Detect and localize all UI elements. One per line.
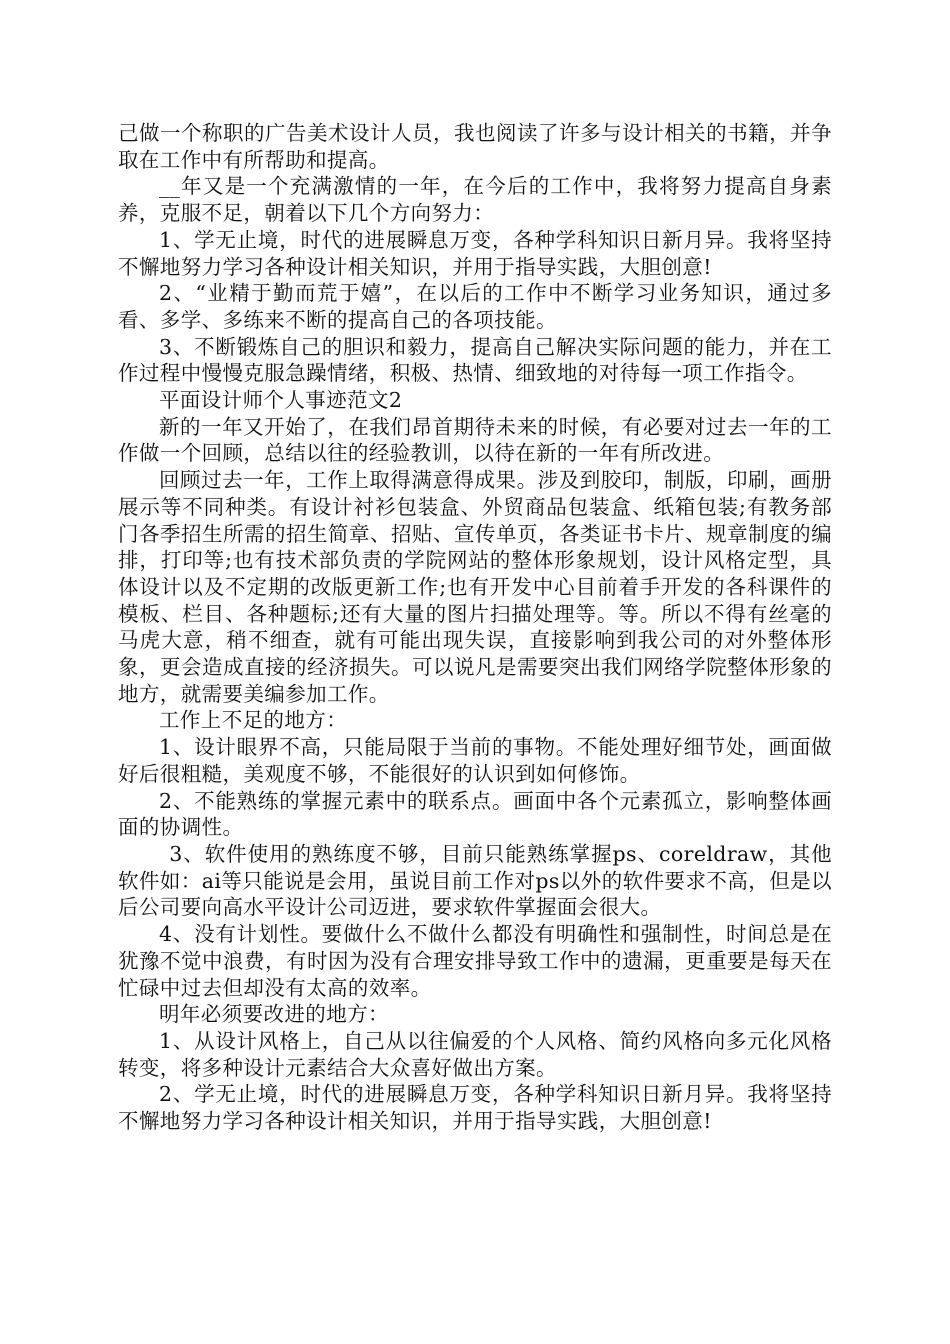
paragraph-shortcoming-1: 1、设计眼界不高，只能局限于当前的事物。不能处理好细节处，画面做好后很粗糙，美观度不够，不能很好的认识到如何修饰。 — [118, 735, 832, 786]
document-body — [118, 120, 832, 1135]
paragraph-continuation: 己做一个称职的广告美术设计人员，我也阅读了许多与设计相关的书籍，并争取在工作中有所帮助和提高。 — [118, 121, 832, 172]
paragraph-goal-1: 1、学无止境，时代的进展瞬息万变，各种学科知识日新月异。我将坚持不懈地努力学习各种设计相关知识，并用于指导实践，大胆创意! — [118, 227, 832, 279]
paragraph-goal-3: 3、不断锻炼自己的胆识和毅力，提高自己解决实际问题的能力，并在工作过程中慢慢克服急躁情绪，积极、热情、细致地的对待每一项工作指令。 — [118, 334, 832, 386]
section-heading-sample-2: 平面设计师个人事迹范文2 — [159, 388, 403, 413]
paragraph-intro-goals: __年又是一个充满激情的一年，在今后的工作中，我将努力提高自身素养，克服不足，朝着以下几个方向努力： — [118, 174, 832, 226]
paragraph-shortcoming-3: 3、软件使用的熟练度不够，目前只能熟练掌握ps、coreldraw，其他软件如：ai等只能说是会用，虽说目前工作对ps以外的软件要求不高，但是以后公司要向高水平设计公司迈进，要求软件掌握面会很大。 — [118, 841, 832, 920]
paragraph-shortcoming-4: 4、没有计划性。要做什么不做什么都没有明确性和强制性，时间总是在犹豫不觉中浪费，有时因为没有合理安排导致工作中的遗漏，更重要是每天在忙碌中过去但却没有太高的效率。 — [118, 922, 832, 1000]
paragraph-review: 回顾过去一年，工作上取得满意得成果。涉及到胶印，制版，印刷，画册展示等不同种类。有设计衬衫包装盒、外贸商品包装盒、纸箱包装;有教务部门各季招生所需的招生简章、招贴、宣传单页，各类证书卡片、规章制度的编排，打印等;也有技术部负责的学院网站的整体形象规划，设计风格定型，具体设计以及不定期的改版更新工作;也有开发中心目前着手开发的各科课件的模板、栏目、各种题标;还有大量的图片扫描处理等。等。所以不得有丝毫的马虎大意，稍不细查，就有可能出现失误，直接影响到我公司的对外整体形象，更会造成直接的经济损失。可以说凡是需要突出我们网络学院整体形象的地方，就需要美编参加工作。 — [118, 468, 832, 706]
paragraph-shortcoming-2: 2、不能熟练的掌握元素中的联系点。画面中各个元素孤立，影响整体画面的协调性。 — [118, 788, 832, 840]
paragraph-new-year: 新的一年又开始了，在我们昂首期待未来的时候，有必要对过去一年的工作做一个回顾，总结以往的经验教训，以待在新的一年有所改进。 — [118, 414, 832, 466]
paragraph-improvement-1: 1、从设计风格上，自己从以往偏爱的个人风格、简约风格向多元化风格转变，将多种设计元素结合大众喜好做出方案。 — [118, 1028, 832, 1080]
section-heading-shortcomings: 工作上不足的地方： — [159, 708, 348, 733]
paragraph-goal-2: 2、“业精于勤而荒于嬉”，在以后的工作中不断学习业务知识，通过多看、多学、多练来不断的提高自己的各项技能。 — [118, 281, 832, 332]
section-heading-improvements: 明年必须要改进的地方： — [159, 1002, 389, 1027]
paragraph-improvement-2: 2、学无止境，时代的进展瞬息万变，各种学科知识日新月异。我将坚持不懈地努力学习各种设计相关知识，并用于指导实践，大胆创意! — [118, 1082, 832, 1134]
